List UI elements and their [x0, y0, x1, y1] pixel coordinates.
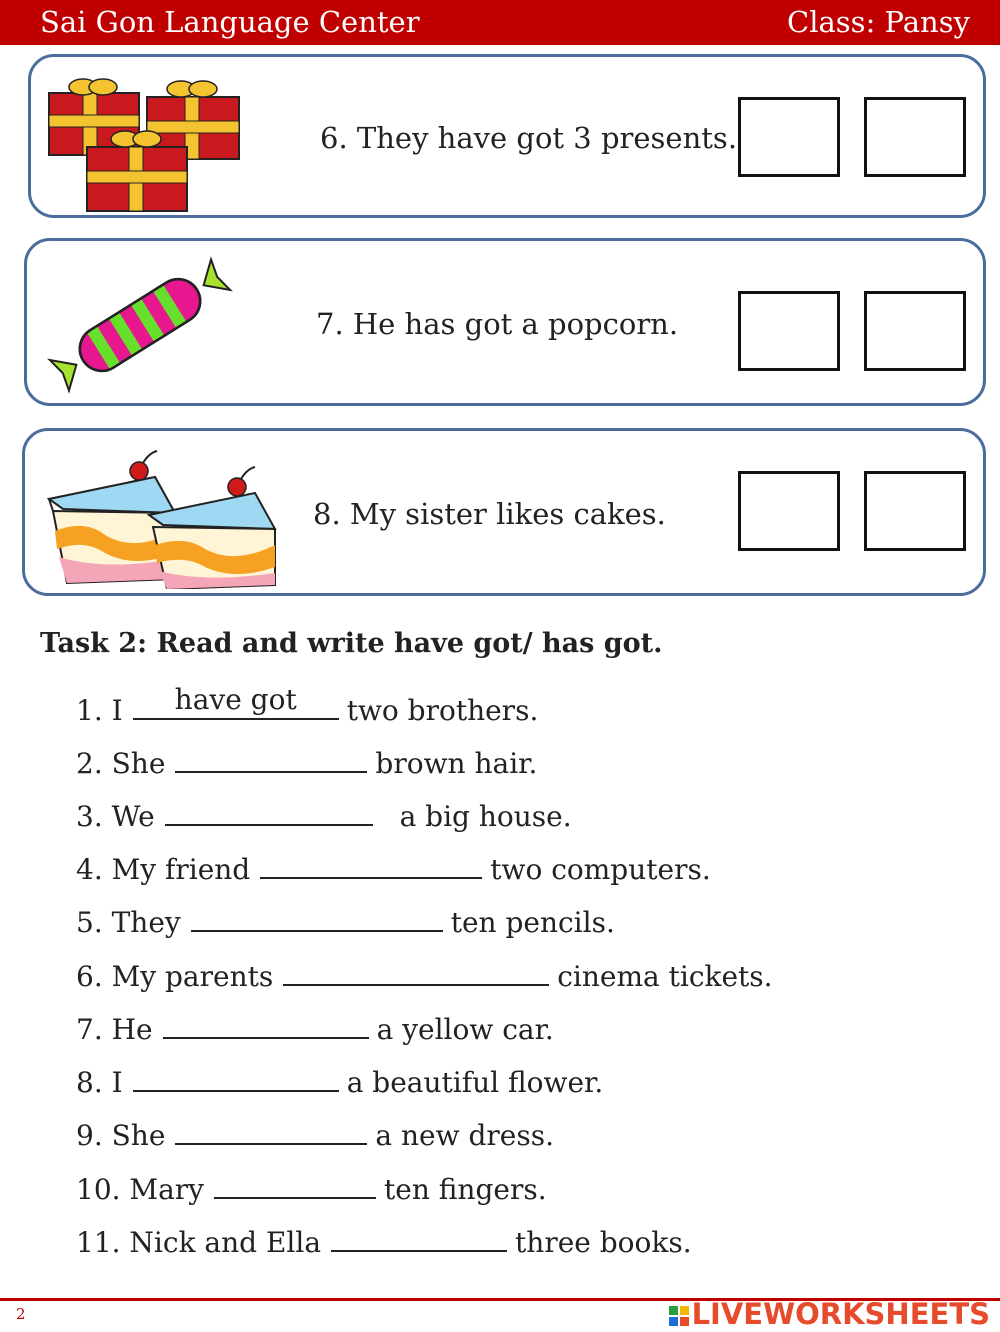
item-prefix: 11. Nick and Ella [76, 1226, 322, 1259]
item-suffix: brown hair. [375, 747, 538, 780]
item-suffix: ten pencils. [450, 906, 615, 939]
answer-box-8a[interactable] [738, 471, 840, 551]
answer-box-8b[interactable] [864, 471, 966, 551]
sentence-7: 7. He has got a popcorn. [316, 307, 679, 341]
cake-slices-picture [45, 449, 295, 589]
answer-blank-2[interactable] [175, 741, 367, 773]
item-prefix: 6. My parents [76, 960, 274, 993]
answer-box-6b[interactable] [864, 97, 966, 177]
answer-blank-4[interactable] [260, 847, 482, 879]
answer-blank-7[interactable] [163, 1007, 369, 1039]
answer-box-7b[interactable] [864, 291, 966, 371]
item-prefix: 8. I [76, 1066, 123, 1099]
item-prefix: 3. We [76, 800, 155, 833]
item-suffix: a yellow car. [376, 1013, 554, 1046]
answer-blank-11[interactable] [331, 1220, 507, 1252]
answer-box-7a[interactable] [738, 291, 840, 371]
liveworksheets-mark-icon [668, 1305, 690, 1327]
answer-text-1: have got [174, 683, 297, 716]
item-prefix: 5. They [76, 906, 181, 939]
answer-blank-9[interactable] [175, 1113, 367, 1145]
task-2-title: Task 2: Read and write have got/ has got. [40, 628, 663, 659]
task-item-7 [76, 1007, 554, 1047]
answer-blank-6[interactable] [283, 954, 549, 986]
liveworksheets-logo-text: LIVEWORKSHEETS [691, 1297, 990, 1331]
item-prefix: 1. I [76, 694, 123, 727]
item-suffix: three books. [515, 1226, 692, 1259]
task-item-4 [76, 847, 711, 887]
item-prefix: 10. Mary [76, 1173, 204, 1206]
gift-boxes-picture [45, 63, 245, 215]
task-item-3 [76, 794, 572, 834]
item-suffix: a beautiful flower. [346, 1066, 604, 1099]
item-suffix: a new dress. [375, 1119, 554, 1152]
task-item-10 [76, 1167, 547, 1207]
task-item-6 [76, 954, 773, 994]
exercise-card-8 [22, 428, 986, 596]
exercise-card-7 [24, 238, 986, 406]
exercise-card-6 [28, 54, 986, 218]
answer-blank-8[interactable] [133, 1060, 339, 1092]
item-prefix: 7. He [76, 1013, 153, 1046]
item-suffix: two brothers. [346, 694, 539, 727]
answer-blank-1[interactable] [133, 683, 339, 720]
item-suffix: a big house. [390, 800, 572, 833]
answer-blank-3[interactable] [165, 794, 373, 826]
task-item-9 [76, 1113, 554, 1153]
answer-blank-10[interactable] [214, 1167, 376, 1199]
item-suffix: two computers. [490, 853, 711, 886]
sentence-6: 6. They have got 3 presents. [320, 121, 738, 155]
item-prefix: 4. My friend [76, 853, 251, 886]
task-item-2 [76, 741, 537, 781]
liveworksheets-logo[interactable] [668, 1297, 990, 1331]
item-suffix: ten fingers. [384, 1173, 547, 1206]
item-suffix: cinema tickets. [557, 960, 773, 993]
school-name: Sai Gon Language Center [40, 5, 420, 39]
task-item-8 [76, 1060, 603, 1100]
page-number: 2 [16, 1305, 26, 1323]
answer-box-6a[interactable] [738, 97, 840, 177]
task-item-11 [76, 1220, 692, 1260]
page-header [0, 0, 1000, 45]
class-name: Class: Pansy [787, 5, 970, 39]
candy-picture [45, 255, 235, 395]
task-item-1 [76, 683, 539, 728]
sentence-8: 8. My sister likes cakes. [313, 497, 666, 531]
item-prefix: 9. She [76, 1119, 166, 1152]
task-item-5 [76, 900, 615, 940]
item-prefix: 2. She [76, 747, 166, 780]
answer-blank-5[interactable] [191, 900, 443, 932]
